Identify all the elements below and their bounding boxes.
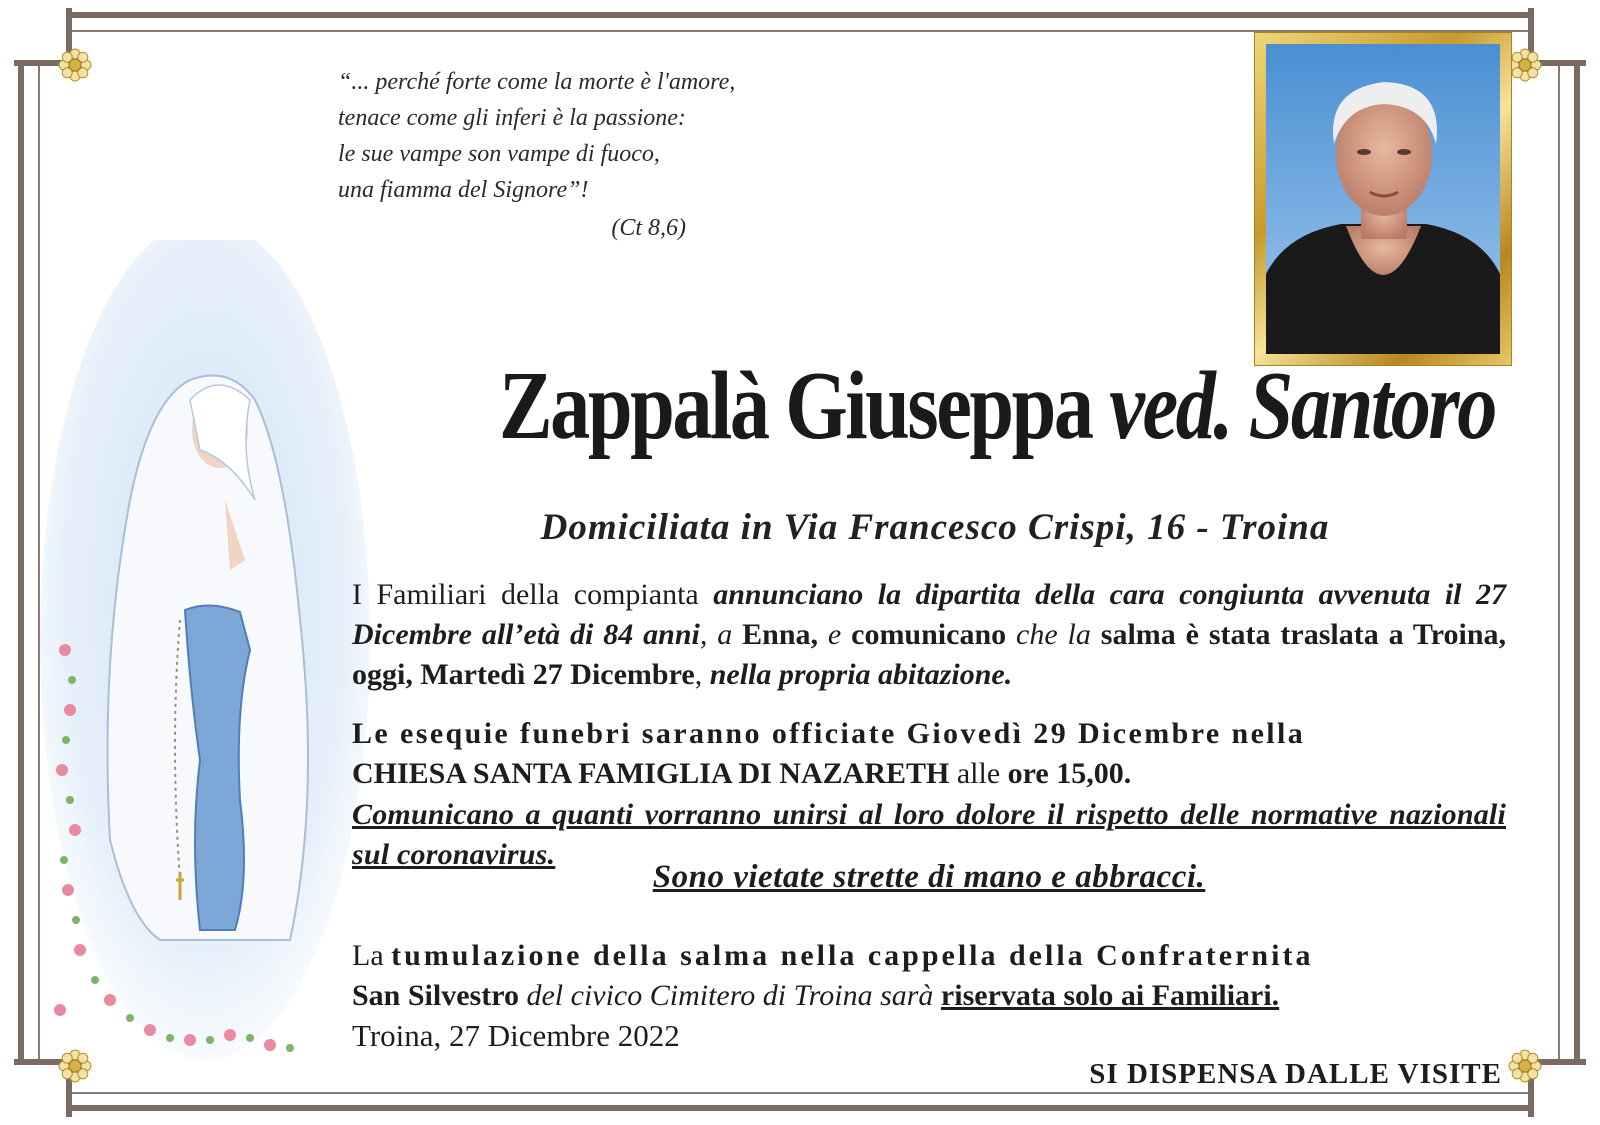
madonna-illustration: [40, 240, 370, 1090]
widow-of-text: ved. Santoro: [1109, 352, 1495, 460]
church-name: CHIESA SANTA FAMIGLIA DI NAZARETH: [352, 757, 950, 790]
text-run: ,: [694, 658, 710, 691]
text-run: La: [352, 939, 392, 972]
no-visits-notice: SI DISPENSA DALLE VISITE: [1089, 1058, 1502, 1090]
chapel-name: San Silvestro: [352, 979, 519, 1012]
text-run: annunciano la dipartita della cara congiunta avvenuta il 27 Dicembre all’età di 84 anni: [352, 578, 1506, 651]
funeral-paragraph: [352, 714, 1506, 794]
quote-line: una fiamma del Signore”!: [338, 177, 589, 203]
deceased-name: [499, 350, 1495, 462]
portrait-photo: [1266, 44, 1500, 354]
text-run: , a: [699, 618, 743, 651]
rosette-icon: [58, 48, 92, 82]
text-run: e: [818, 618, 852, 651]
rosette-icon: [1508, 1049, 1542, 1083]
text-run: che la: [1006, 618, 1101, 651]
burial-paragraph: [352, 936, 1506, 1016]
quote-reference: (Ct 8,6): [611, 215, 686, 241]
text-run: Enna,: [742, 618, 819, 651]
address: Domiciliata in Via Francesco Crispi, 16 - Troina: [540, 507, 1330, 548]
quote-line: le sue vampe son vampe di fuoco,: [338, 141, 660, 167]
text-run: Le esequie funebri saranno officiate Giovedì 29 Dicembre nella: [352, 717, 1306, 750]
funeral-time: ore 15,00.: [1007, 757, 1132, 790]
announcement-paragraph: [352, 575, 1506, 695]
place-date: Troina, 27 Dicembre 2022: [352, 1018, 680, 1053]
text-run: nella propria abitazione.: [709, 658, 1013, 691]
text-run: tumulazione della salma nella cappella della Confraternita: [391, 939, 1314, 972]
portrait-frame: [1254, 32, 1512, 366]
text-run: salma è stata traslata a Troina, oggi, Martedì 27 Dicembre: [352, 618, 1507, 691]
text-run: alle: [949, 757, 1008, 790]
quote-line: “... perché forte come la morte è l'amore,: [338, 69, 736, 95]
covid-notice: Comunicano a quanti vorranno unirsi al loro dolore il rispetto delle normative nazionali sul coronavirus.: [352, 798, 1506, 871]
text-run: riservata solo ai Familiari.: [940, 979, 1280, 1012]
rosette-icon: [1508, 48, 1542, 82]
name-text: Zappalà Giuseppa: [499, 352, 1092, 460]
text-run: del civico Cimitero di Troina sarà: [518, 979, 941, 1012]
text-run: I Familiari della compianta: [352, 578, 714, 611]
bible-quote: [338, 64, 778, 246]
no-contact-notice: Sono vietate strette di mano e abbracci.: [652, 859, 1206, 895]
text-run: comunicano: [851, 618, 1007, 651]
quote-line: tenace come gli inferi è la passione:: [338, 105, 686, 131]
